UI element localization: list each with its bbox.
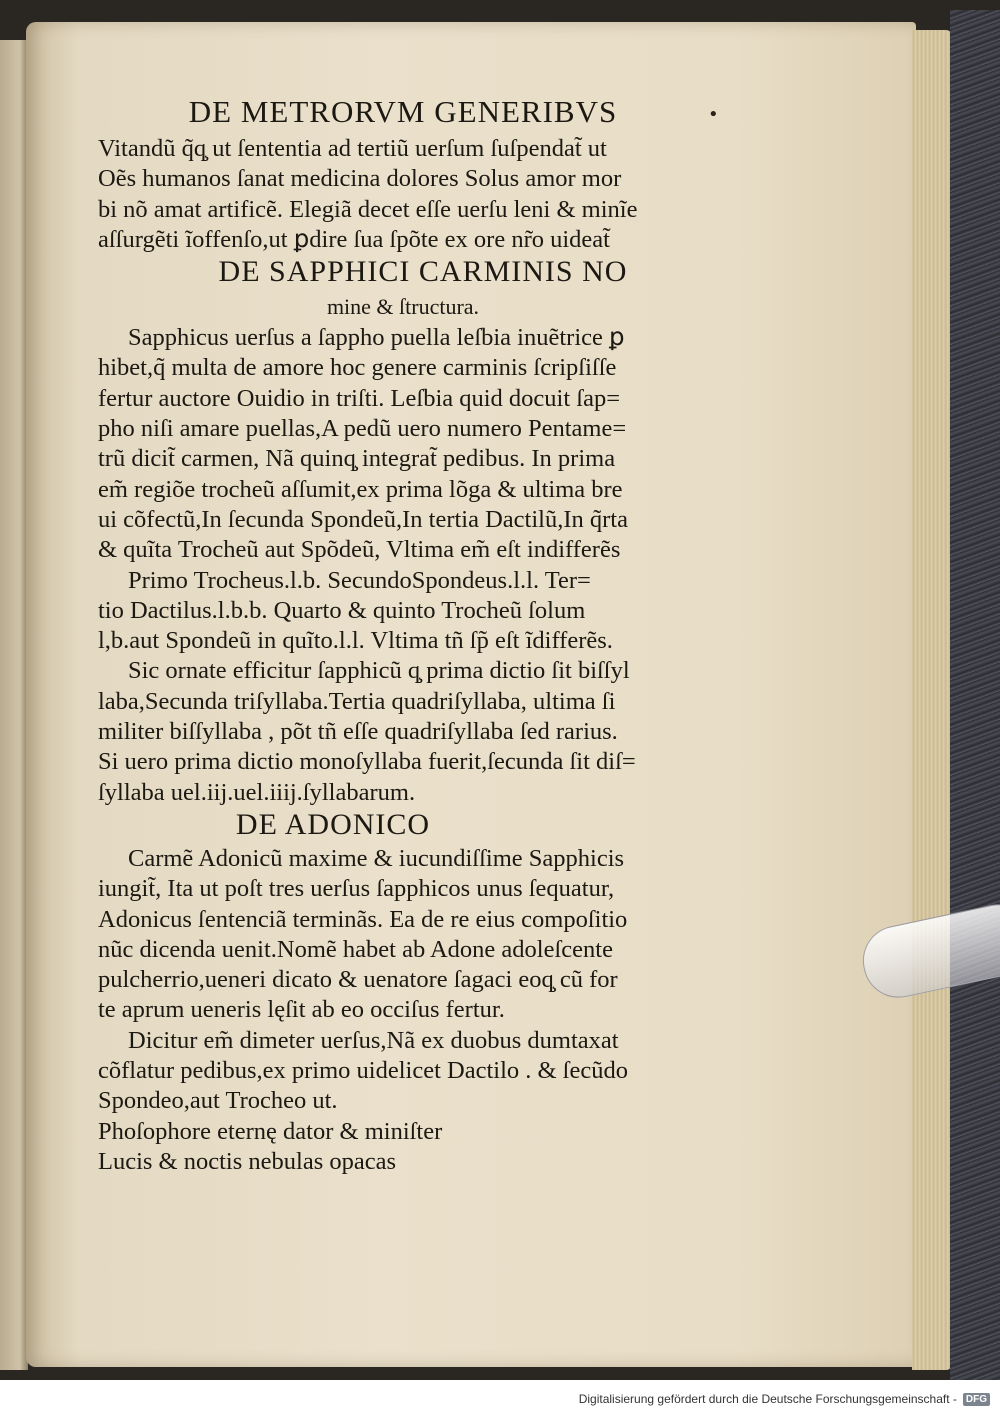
text-line: Adonicus ſentenciã terminãs. Ea de re eius compoſitio [98, 905, 628, 933]
text-line: cõflatur pedibus,ex primo uidelicet Dactilo . & ſecũdo [98, 1057, 628, 1085]
verse-line: Phoſophore eternę dator & miniſter [98, 1117, 443, 1145]
text-line: fertur auctore Ouidio in triſti. Leſbia quid docuit ſap= [98, 384, 621, 412]
ink-mark: • [708, 104, 719, 125]
digitization-credit [579, 1392, 990, 1406]
book-cover [950, 10, 1000, 1380]
text-line: Carmẽ Adonicũ maxime & iucundiſſime Sapphicis [128, 844, 625, 872]
text-line: Spondeo,aut Trocheo ut. [98, 1087, 338, 1115]
text-line: Sic ornate efficitur ſapphicũ q̧ prima dictio ſit biſſyl [128, 657, 630, 685]
text-line: laba,Secunda triſyllaba.Tertia quadriſyllaba, ultima ſi [98, 687, 616, 715]
text-line: Vitandũ q̃q̧ ut ſententia ad tertiũ uerſum ſuſpendat̃ ut [98, 135, 607, 162]
text-line: & quĩta Trocheũ aut Spõdeũ, Vltima em̃ eſt indifferẽs [98, 536, 621, 564]
text-line: pho niſi amare puellas,A pedũ uero numero Pentame= [98, 415, 627, 443]
page-edges [912, 30, 952, 1370]
text-line: militer biſſyllaba , põt tñ eſſe quadriſyllaba ſed rarius. [98, 718, 618, 746]
section-adonic [98, 808, 738, 1177]
text-line: l,b.aut Spondeũ in quĩto.l.l. Vltima tñ ſp̃ eſt ĩdifferẽs. [98, 627, 613, 655]
text-line: trũ dicit̃ carmen, Nã quinq̧ integrat̃ pedibus. In prima [98, 445, 616, 473]
printed-text [98, 92, 738, 1177]
text-line: ui cõfectũ,In ſecunda Spondeũ,In tertia Dactilũ,In q̃rta [98, 505, 628, 533]
text-line: iungit̃, Ita ut poſt tres uerſus ſapphicos unus ſequatur, [98, 875, 615, 903]
text-line: tio Dactilus.l.b.b. Quarto & quinto Trocheũ ſolum [98, 596, 586, 624]
credit-text: Digitalisierung gefördert durch die Deutsche Forschungsgemeinschaft - [578, 1392, 957, 1406]
section-heading-continuation: mine & ſtructura. [326, 294, 480, 320]
running-head: DE METRORVM GENERIBVS [188, 94, 618, 129]
text-line: aſſurgẽti ĩoffenſo,ut ꝑdire ſua ſpõte ex ore nr̃o uideat̃ [98, 225, 610, 253]
text-line: pulcherrio,ueneri dicato & uenatore ſagaci eoq̧ cũ for [98, 966, 618, 994]
text-line: ſyllaba uel.iij.uel.iiij.ſyllabarum. [98, 778, 416, 806]
section-sapphic [98, 255, 738, 808]
text-line: Si uero prima dictio monoſyllaba fuerit,ſecunda ſit diſ= [98, 748, 636, 776]
text-line: em̃ regiõe trocheũ aſſumit,ex prima lõga & ultima bre [98, 475, 623, 503]
text-line: Dicitur em̃ dimeter uerſus,Nã ex duobus dumtaxat [128, 1026, 619, 1054]
section-elegy-ending [98, 134, 738, 255]
verse-line: Lucis & noctis nebulas opacas [98, 1147, 397, 1175]
text-line: Sapphicus uerſus a ſappho puella leſbia inuẽtrice ꝑ [128, 324, 625, 352]
text-line: Primo Trocheus.l.b. SecundoSpondeus.l.l. Ter= [128, 566, 591, 594]
text-line: hibet,q̃ multa de amore hoc genere carminis ſcripſiſſe [98, 354, 617, 382]
text-line: bi nõ amat artificẽ. Elegiã decet eſſe uerſu leni & minĩe [98, 195, 638, 223]
text-line: Oẽs humanos ſanat medicina dolores Solus amor mor [98, 165, 622, 193]
text-line: te aprum ueneris lęſit ab eo occiſus fertur. [98, 996, 505, 1024]
left-page-edge [0, 40, 28, 1370]
dfg-logo: DFG [963, 1393, 990, 1406]
section-heading: DE SAPPHICI CARMINIS NO [218, 255, 628, 289]
section-heading: DE ADONICO [235, 807, 431, 841]
text-line: nũc dicenda uenit.Nomẽ habet ab Adone adoleſcente [98, 935, 613, 963]
